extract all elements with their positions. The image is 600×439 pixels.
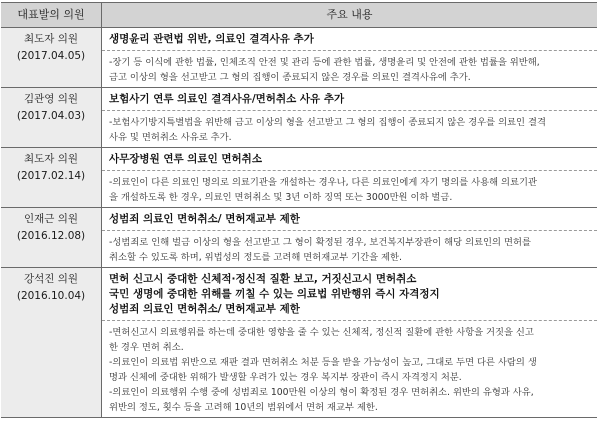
bill-title-line: 성범죄 의료인 면허취소/ 면허재교부 제한 bbox=[109, 303, 300, 315]
bill-title-line: 면허 신고시 중대한 신체적·정신적 질환 보고, 거짓신고시 면허취소 bbox=[109, 273, 417, 285]
bill-detail-line: -의료인이 의료법 위반으로 재판 결과 면허취소 처분 등을 받을 가능성이 높고, 그대로 두면 다른 사람의 생 bbox=[109, 357, 537, 368]
sponsor-cell bbox=[1, 28, 102, 87]
table-row bbox=[1, 88, 597, 148]
bill-table bbox=[1, 2, 597, 418]
bill-title bbox=[102, 208, 597, 231]
bill-detail bbox=[102, 51, 597, 87]
bill-title-line: 성범죄 의료인 면허취소/ 면허재교부 제한 bbox=[109, 213, 300, 225]
sponsor-name: 강석진 의원 bbox=[23, 273, 79, 285]
bill-detail-line: 위반의 정도, 횟수 등을 고려해 10년의 범위에서 면허 재교부 제한. bbox=[109, 402, 378, 413]
sponsor-cell bbox=[1, 268, 102, 417]
sponsor-name: 인재근 의원 bbox=[23, 213, 79, 225]
bill-title-line: 보험사기 연루 의료인 결격사유/면허취소 사유 추가 bbox=[109, 93, 345, 105]
sponsor-cell bbox=[1, 208, 102, 267]
bill-detail bbox=[102, 171, 597, 207]
table-row bbox=[1, 208, 597, 268]
table-header bbox=[1, 3, 597, 28]
table-body bbox=[1, 28, 597, 418]
sponsor-date: (2017.04.05) bbox=[16, 50, 86, 62]
bill-title bbox=[102, 28, 597, 51]
bill-detail bbox=[102, 231, 597, 267]
bill-title bbox=[102, 268, 597, 321]
sponsor-name: 최도자 의원 bbox=[23, 153, 79, 165]
header-sponsor: 대표발의 의원 bbox=[1, 3, 102, 27]
header-content: 주요 내용 bbox=[326, 8, 373, 21]
sponsor-date: (2017.02.14) bbox=[16, 170, 86, 182]
sponsor-name: 김관영 의원 bbox=[23, 93, 79, 105]
content-cell bbox=[102, 28, 597, 87]
bill-detail-line: 금고 이상의 형을 선고받고 그 형의 집행이 종료되지 않은 경우를 의료인 결격사유에 추가. bbox=[109, 72, 471, 83]
sponsor-name: 최도자 의원 bbox=[23, 33, 79, 45]
sponsor-cell bbox=[1, 88, 102, 147]
bill-title bbox=[102, 148, 597, 171]
sponsor-date: (2016.10.04) bbox=[16, 290, 86, 302]
bill-title-line: 생명윤리 관련법 위반, 의료인 결격사유 추가 bbox=[109, 33, 314, 45]
sponsor-cell bbox=[1, 148, 102, 207]
content-cell bbox=[102, 268, 597, 417]
bill-detail-line: -의료인이 다른 의료인 명의로 의료기관을 개설하는 경우나, 다른 의료인에게 자기 명의를 사용해 의료기관 bbox=[109, 177, 537, 188]
bill-detail-line: 취소할 수 있도록 하며, 위법성의 정도를 고려해 면허재교부 기간을 제한. bbox=[109, 252, 402, 263]
bill-detail-line: -성범죄로 인해 벌금 이상의 형을 선고받고 그 형이 확정된 경우, 보건복지부장관이 해당 의료인의 면허를 bbox=[109, 237, 531, 248]
bill-title-line: 사무장병원 연루 의료인 면허취소 bbox=[109, 153, 262, 165]
sponsor-date: (2016.12.08) bbox=[16, 230, 86, 242]
bill-detail-line: -의료인이 의료행위 수행 중에 성범죄로 100만원 이상의 형이 확정된 경우 면허취소. 위반의 유형과 사유, bbox=[109, 387, 534, 398]
bill-detail-line: -장기 등 이식에 관한 법률, 인체조직 안전 및 관리 등에 관한 법률, 생명윤리 및 안전에 관한 법률을 위반해, bbox=[109, 57, 540, 68]
bill-detail bbox=[102, 111, 597, 147]
bill-detail-line: 을 개설하도록 한 경우, 의료인 면허취소 및 3년 이하 징역 또는 3000만원 이하 벌금. bbox=[109, 192, 453, 203]
bill-detail-line: 명과 신체에 중대한 위해가 발생할 우려가 있는 경우 복지부 장관이 즉시 자격정지 처분. bbox=[109, 372, 462, 383]
bill-title bbox=[102, 88, 597, 111]
content-cell bbox=[102, 208, 597, 267]
content-cell bbox=[102, 88, 597, 147]
table-row bbox=[1, 28, 597, 88]
bill-detail-line: -면허신고시 의료행위를 하는데 중대한 영향을 줄 수 있는 신체적, 정신적 질환에 관한 사항을 거짓을 신고 bbox=[109, 327, 534, 338]
table-row bbox=[1, 268, 597, 418]
bill-title-line: 국민 생명에 중대한 위해를 끼칠 수 있는 의료법 위반행위 즉시 자격정지 bbox=[109, 288, 440, 300]
bill-detail-line: 한 경우 면허 취소. bbox=[109, 342, 184, 353]
sponsor-date: (2017.04.03) bbox=[16, 110, 86, 122]
bill-detail-line: -보험사기방지특별법을 위반해 금고 이상의 형을 선고받고 그 형의 집행이 종료되지 않은 경우를 의료인 결격 bbox=[109, 117, 546, 128]
bill-detail-line: 사유 및 면허취소 사유로 추가. bbox=[109, 132, 232, 143]
bill-detail bbox=[102, 321, 597, 417]
table-row bbox=[1, 148, 597, 208]
content-cell bbox=[102, 148, 597, 207]
